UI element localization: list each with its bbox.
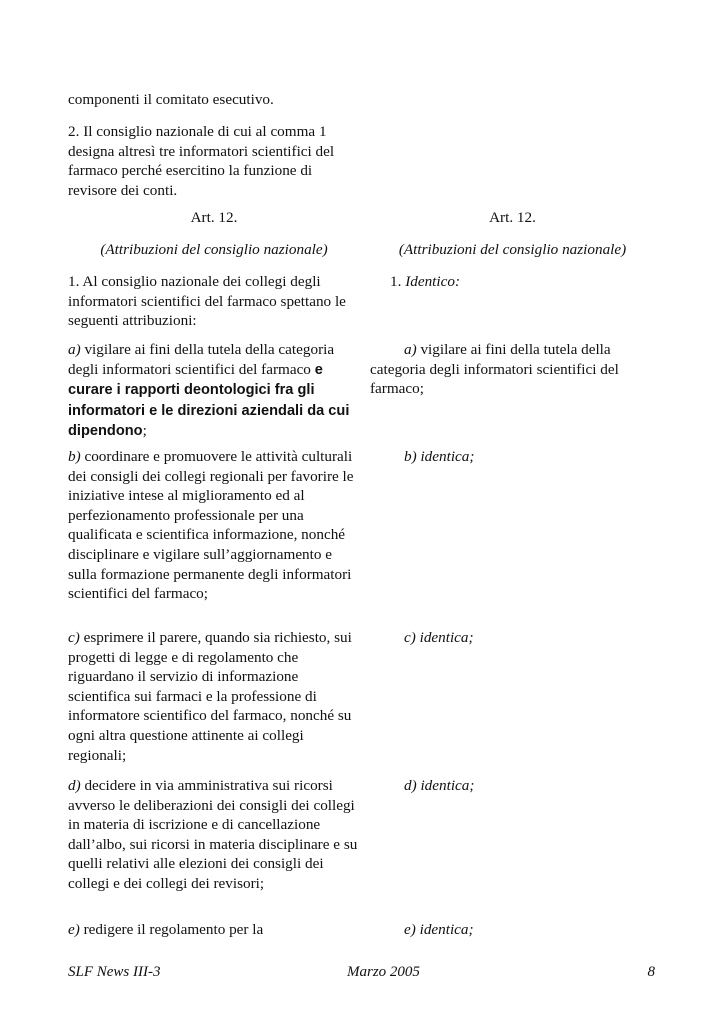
item-a bbox=[68, 340, 360, 442]
footer-date: Marzo 2005 bbox=[347, 964, 420, 980]
item-a-end: ; bbox=[142, 422, 147, 440]
item-d-text: decidere in via amministrativa sui ricorsi avverso le deliberazioni dei consigli dei collegi in materia di iscrizione e di cancellazione dall’albo, sui ricorsi in materia disciplinare e su quelli relativi alle elezioni dei consigli dei collegi e dei collegi dei revisori; bbox=[68, 777, 358, 892]
item-a-letter: a) bbox=[68, 341, 81, 358]
item-c-letter: c) bbox=[68, 629, 80, 646]
item-e-letter: e) bbox=[68, 921, 80, 938]
right-paragraph-1 bbox=[370, 272, 655, 292]
right-item-a-letter: a) bbox=[404, 341, 417, 358]
right-item-b: b) identica; bbox=[404, 448, 475, 465]
item-e bbox=[68, 920, 360, 940]
item-a-text: vigilare ai fini della tutela della categoria degli informatori scientifici del farmaco bbox=[68, 341, 335, 378]
paragraph-3: 1. Al consiglio nazionale dei collegi degli informatori scientifici del farmaco spettano le seguenti attribuzioni: bbox=[68, 273, 346, 330]
item-e-text: redigere il regolamento per la bbox=[79, 921, 264, 938]
item-c-text: esprimere il parere, quando sia richiesto, sui progetti di legge e di regolamento che riguardano il servizio di informazione scientifica sui farmaci e la professione di informatore scientifico del farmaco, nonché su ogni altra questione attinente ai collegi regionali; bbox=[68, 629, 352, 764]
item-d bbox=[68, 776, 360, 894]
right-paragraph-1-number: 1. bbox=[390, 273, 406, 290]
item-c bbox=[68, 628, 360, 765]
item-b-text: coordinare e promuovere le attività culturali dei consigli dei collegi regionali per favorire le iniziative intese al miglioramento ed al perfezionamento professionale per una qualificata e scientifica informazione, nonché disciplinare e vigilare sull’aggiornamento e sulla formazione permanente degli informatori scientifici del farmaco; bbox=[68, 448, 354, 603]
footer-publication: SLF News III-3 bbox=[68, 964, 161, 980]
right-article-subtitle: (Attribuzioni del consiglio nazionale) bbox=[398, 241, 627, 258]
right-item-d: d) identica; bbox=[404, 777, 475, 794]
paragraph-continued: componenti il comitato esecutivo. bbox=[68, 91, 274, 108]
paragraph-2: 2. Il consiglio nazionale di cui al comma 1 designa altresì tre informatori scientifici del farmaco perché esercitino la funzione di revisore dei conti. bbox=[68, 123, 335, 199]
article-title: Art. 12. bbox=[190, 209, 238, 226]
item-b bbox=[68, 447, 360, 604]
item-d-letter: d) bbox=[68, 777, 81, 794]
right-item-a-text: vigilare ai fini della tutela della categoria degli informatori scientifici del farmaco; bbox=[370, 341, 619, 398]
footer-page-number: 8 bbox=[647, 964, 655, 980]
right-paragraph-1-text: Identico: bbox=[405, 273, 461, 290]
right-item-a bbox=[370, 340, 655, 399]
right-article-title: Art. 12. bbox=[489, 209, 536, 226]
item-b-letter: b) bbox=[68, 448, 81, 465]
item-a-bold-text: e curare i rapporti deontologici fra gli informatori e le direzioni aziendali da cui dipendono bbox=[68, 361, 350, 440]
article-subtitle: (Attribuzioni del consiglio nazionale) bbox=[100, 241, 328, 258]
right-item-c: c) identica; bbox=[404, 629, 474, 646]
right-item-e: e) identica; bbox=[404, 921, 474, 938]
